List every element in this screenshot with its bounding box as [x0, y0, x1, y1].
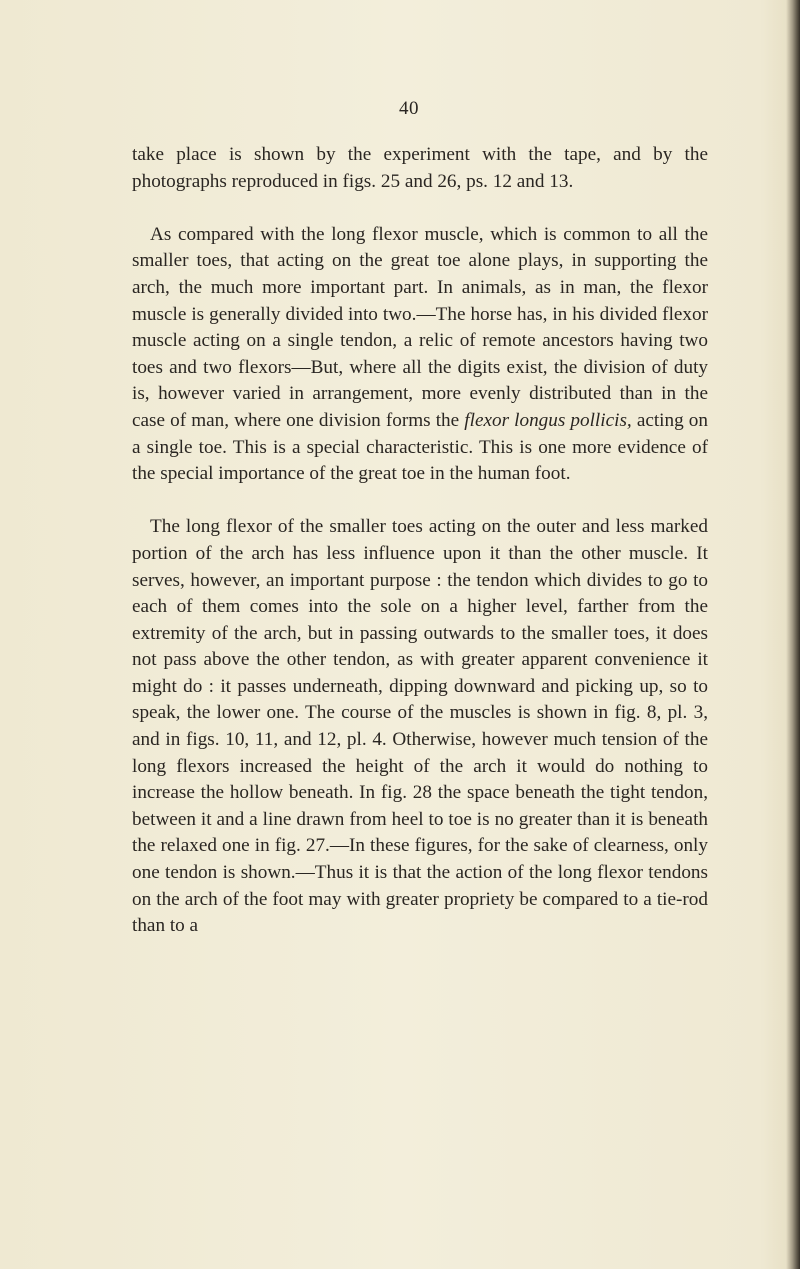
- page-edge-shadow: [786, 0, 800, 1269]
- page-number: 40: [399, 98, 419, 119]
- paragraph-text: As compared with the long flexor muscle, which is common to all the smaller toes, that acting on the great toe alone plays, in supporting the arch, the much more important part. In animals, as in man, the flexor muscle is generally divided into two.—The horse has, in his divided flexor muscle acting on a single tendon, a relic of remote ancestors having two toes and two flexors—But, where all the digits exist, the division of duty is, however varied in arrangement, more evenly distributed than in the case of man, where one division forms the: [132, 223, 708, 431]
- paragraph-continuation: take place is shown by the experiment with the tape, and by the photographs reproduced in figs. 25 and 26, ps. 12 and 13.: [132, 144, 708, 192]
- italic-term: flexor longus pollicis,: [464, 409, 632, 431]
- paragraph-text: acting on a single toe. This is a special characteristic. This is one more evidence of the special importance of the great toe in the human foot.: [132, 409, 708, 485]
- paragraph-flexor-comparison: [132, 222, 708, 488]
- page-body: [132, 142, 708, 940]
- paragraph-smaller-toes-flexor: The long flexor of the smaller toes acting on the outer and less marked portion of the arch has less influence upon it than the other muscle. It serves, however, an important purpose : the tendon which divides to go to each of them comes into the sole on a higher level, farther from the extremity of the arch, but in passing outwards to the smaller toes, it does not pass above the other tendon, as with greater apparent convenience it might do : it passes underneath, dipping downward and picking up, so to speak, the lower one. The course of the muscles is shown in fig. 8, pl. 3, and in figs. 10, 11, and 12, pl. 4. Otherwise, however much tension of the long flexors increased the height of the arch it would do nothing to increase the hollow beneath. In fig. 28 the space beneath the tight tendon, between it and a line drawn from heel to toe is no greater than it is beneath the relaxed one in fig. 27.—In these figures, for the sake of clearness, only one tendon is shown.—Thus it is that the action of the long flexor tendons on the arch of the foot may with greater propriety be compared to a tie-rod than to a: [132, 516, 708, 937]
